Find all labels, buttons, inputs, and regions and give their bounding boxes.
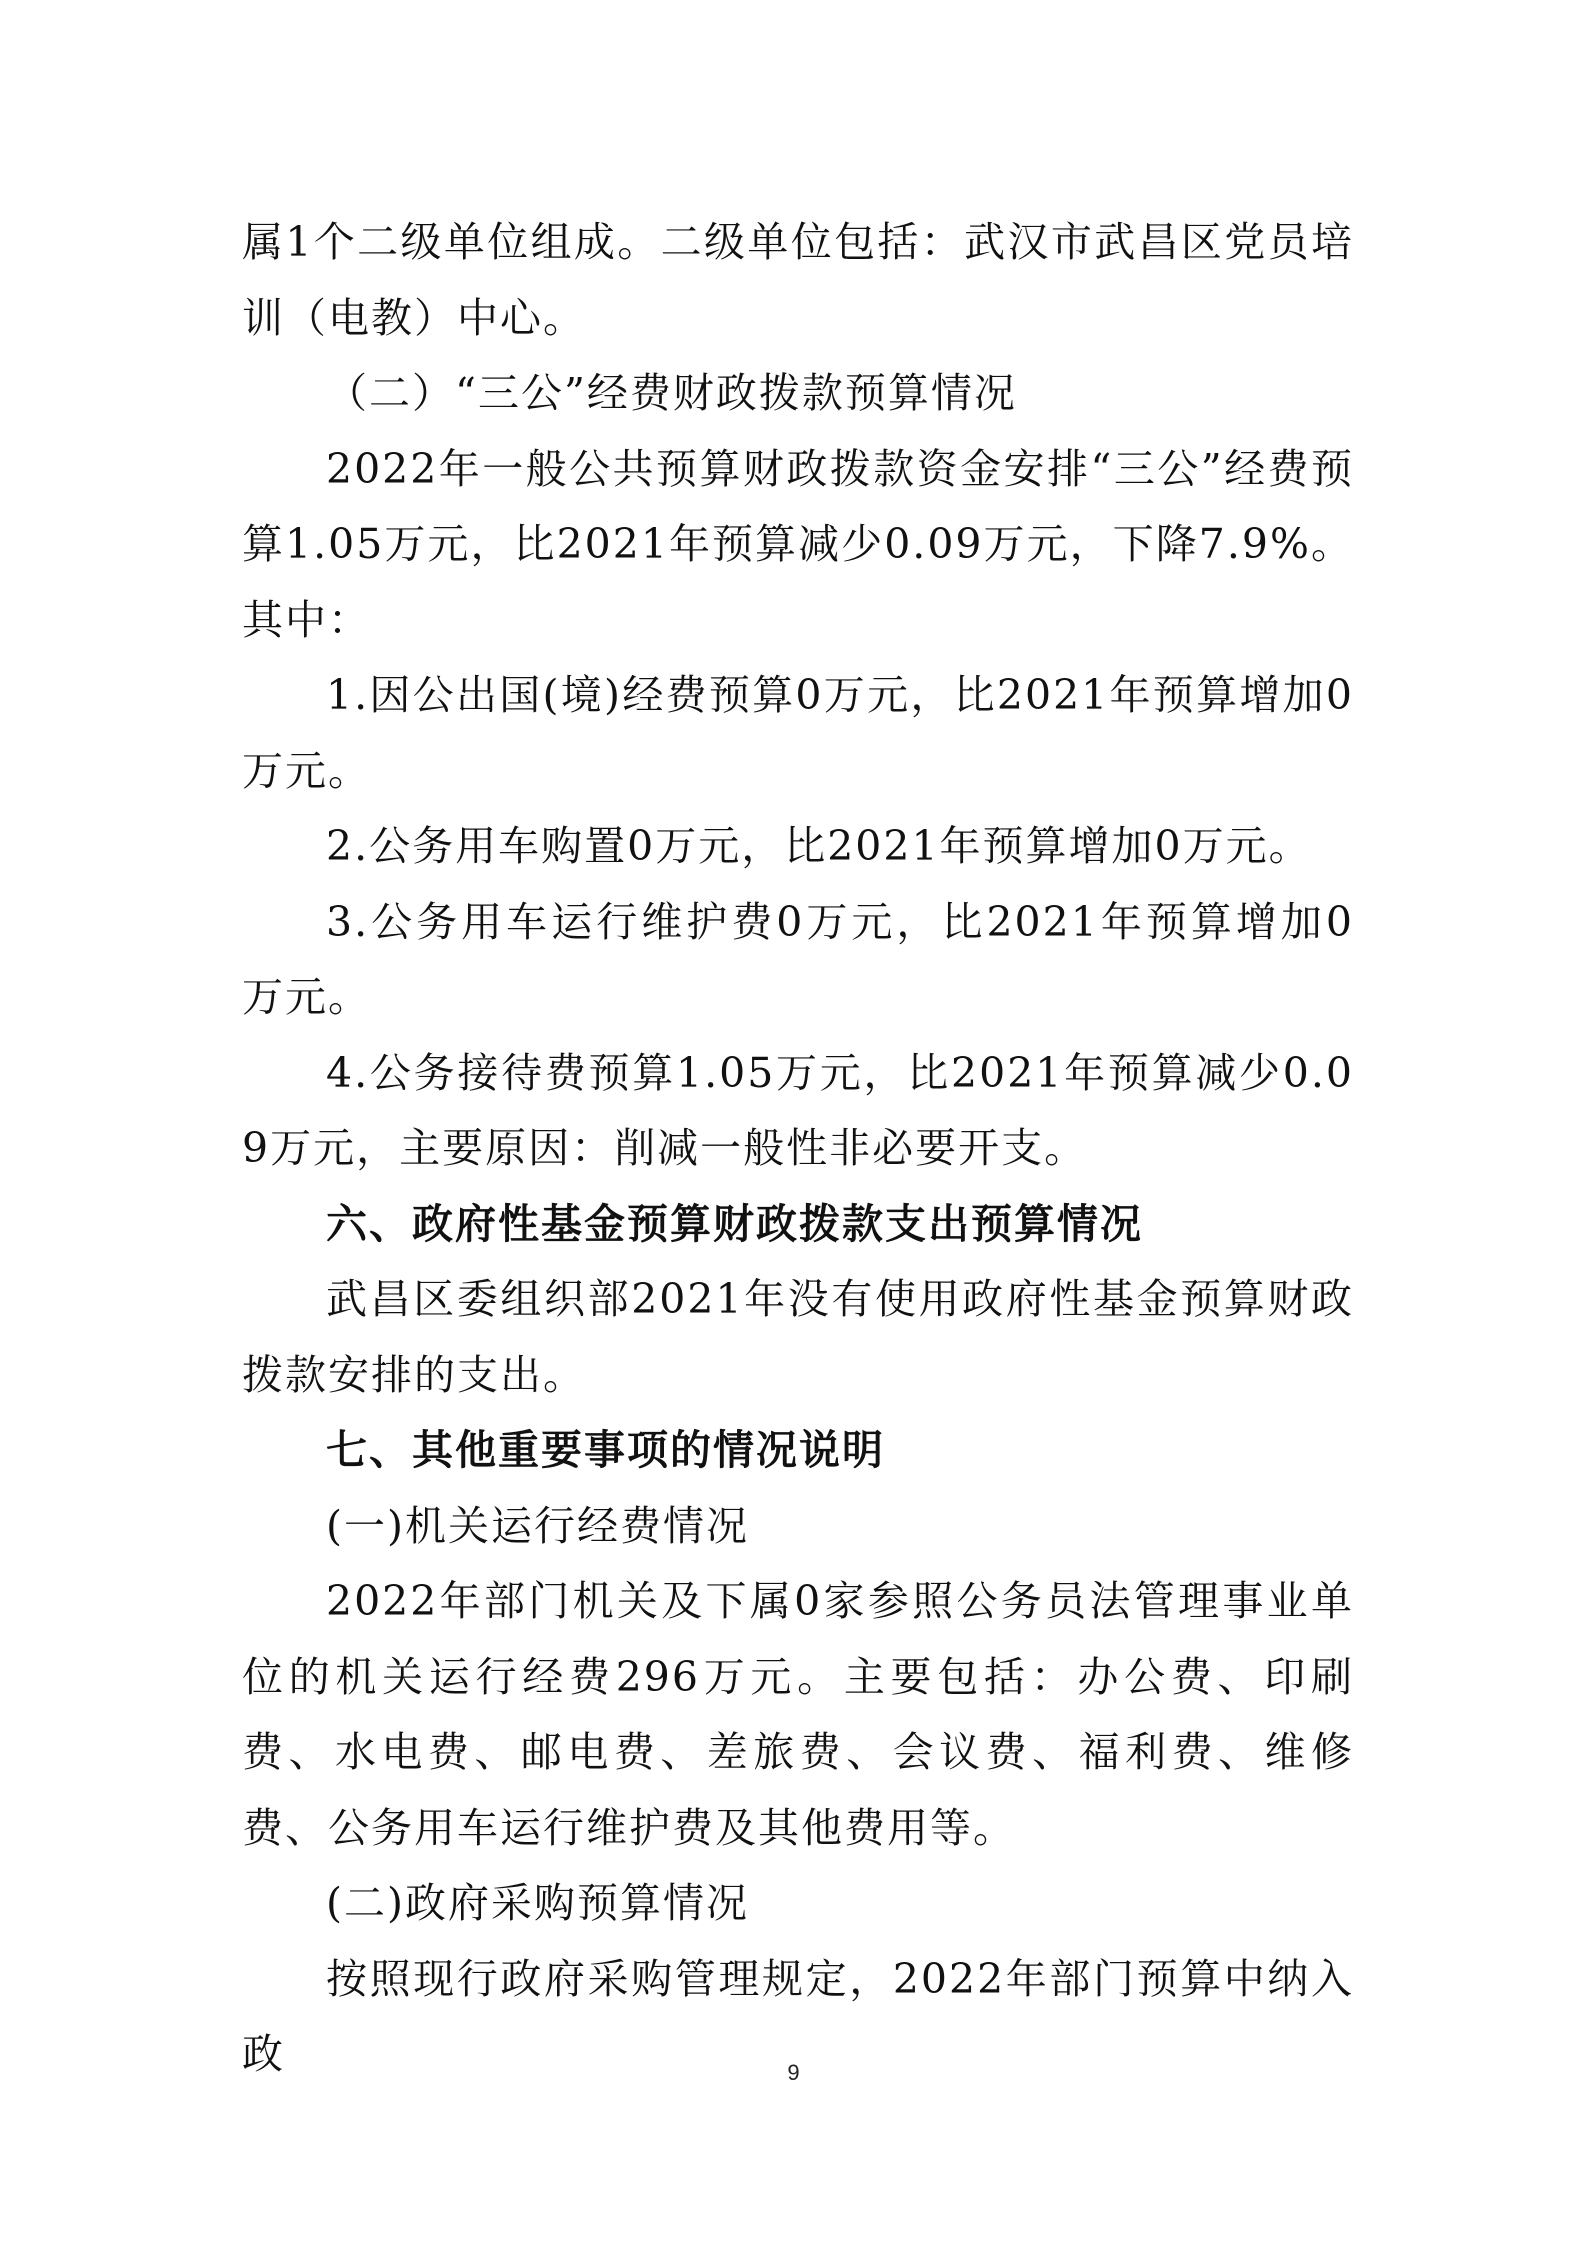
list-item-overseas-travel: 1.因公出国(境)经费预算0万元，比2021年预算增加0万元。 [242, 671, 1354, 795]
list-item-vehicle-purchase: 2.公务用车购置0万元，比2021年预算增加0万元。 [326, 822, 1312, 870]
page-number: 9 [787, 2060, 800, 2085]
subsection-operating-expenses: (一)机关运行经费情况 [326, 1501, 749, 1550]
section-heading-seven: 七、其他重要事项的情况说明 [326, 1426, 885, 1474]
document-body [242, 205, 1354, 2093]
list-item-reception: 4.公务接待费预算1.05万元，比2021年预算减少0.09万元，主要原因：削减一般性非必要开支。 [242, 1048, 1354, 1172]
paragraph-continuation: 属1个二级单位组成。二级单位包括：武汉市武昌区党员培训（电教）中心。 [242, 218, 1354, 342]
paragraph-three-public-summary: 2022年一般公共预算财政拨款资金安排“三公”经费预算1.05万元，比2021年预算减少0.09万元，下降7.9%。其中： [242, 444, 1354, 644]
paragraph-procurement: 按照现行政府采购管理规定，2022年部门预算中纳入政 [242, 1954, 1354, 2078]
list-item-vehicle-maintenance: 3.公务用车运行维护费0万元，比2021年预算增加0万元。 [242, 897, 1354, 1021]
paragraph-government-fund: 武昌区委组织部2021年没有使用政府性基金预算财政拨款安排的支出。 [242, 1275, 1354, 1399]
subsection-procurement: (二)政府采购预算情况 [326, 1879, 749, 1927]
subsection-three-public-expenses: （二）“三公”经费财政拨款预算情况 [326, 369, 1017, 417]
paragraph-operating-expenses: 2022年部门机关及下属0家参照公务员法管理事业单位的机关运行经费296万元。主要包括：办公费、印刷费、水电费、邮电费、差旅费、会议费、福利费、维修费、公务用车运行维护费及其他费用等。 [242, 1577, 1354, 1852]
section-heading-six: 六、政府性基金预算财政拨款支出预算情况 [326, 1199, 1143, 1248]
